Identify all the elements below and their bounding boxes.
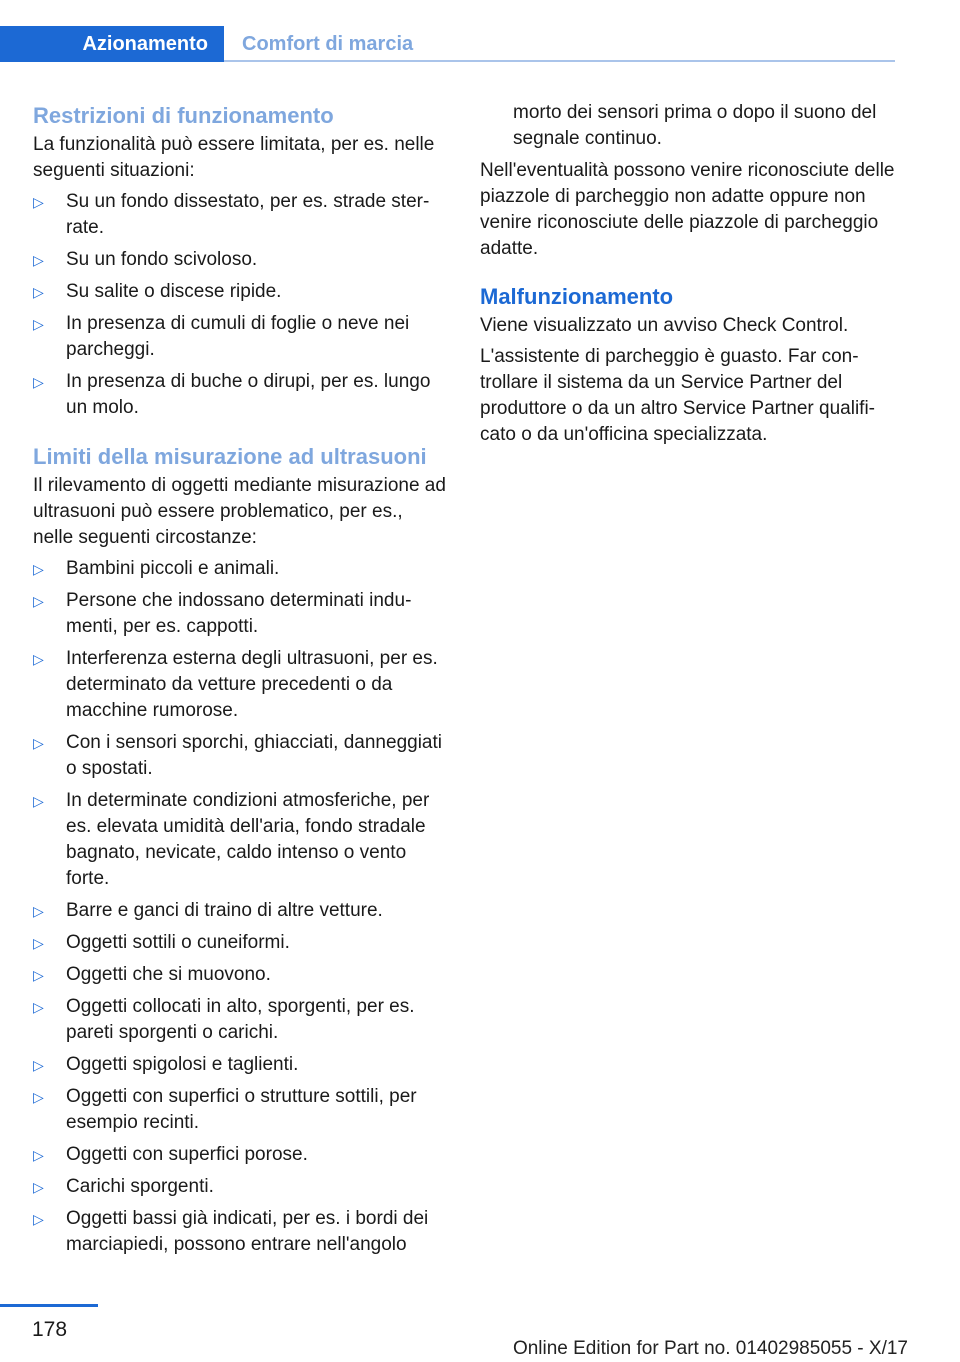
triangle-bullet-icon: ▷ xyxy=(33,194,44,210)
paragraph: Viene visualizzato un avviso Check Control. xyxy=(480,315,849,336)
list-item xyxy=(33,646,448,724)
list-item xyxy=(33,962,448,988)
list-item xyxy=(33,369,448,421)
section-title-limiti: Limiti della misurazione ad ultrasuoni xyxy=(33,444,427,469)
triangle-bullet-icon: ▷ xyxy=(33,1147,44,1163)
right-column xyxy=(480,100,895,453)
list-item-text: In presenza di cumuli di foglie o neve nei parcheggi. xyxy=(66,313,410,360)
list-item-text: Interferenza esterna degli ultrasuoni, per es. determinato da vetture precedenti o da macchine rumorose. xyxy=(66,648,438,721)
list-item-continuation: morto dei sensori prima o dopo il suono del segnale continuo. xyxy=(513,102,877,149)
header-rule xyxy=(224,60,895,62)
page-number: 178 xyxy=(32,1318,68,1341)
section-title-restrizioni: Restrizioni di funzionamento xyxy=(33,103,334,128)
left-column xyxy=(33,100,448,1264)
list-item xyxy=(33,788,448,892)
limiti-list xyxy=(33,556,448,1258)
list-item xyxy=(33,311,448,363)
tab-azionamento[interactable]: Azionamento xyxy=(0,26,224,62)
paragraph: L'assistente di parcheggio è guasto. Far controllare il sistema da un Service Partner del produttore o da un altro Service Partner qualificato o da un'officina specializzata. xyxy=(480,346,875,445)
list-item-text: Oggetti con superfici porose. xyxy=(66,1144,308,1165)
list-item-text: Con i sensori sporchi, ghiacciati, danneggiati o spostati. xyxy=(66,732,442,779)
section-intro: La funzionalità può essere limitata, per es. nelle seguenti situazioni: xyxy=(33,134,435,181)
list-item xyxy=(33,1142,448,1168)
triangle-bullet-icon: ▷ xyxy=(33,1179,44,1195)
triangle-bullet-icon: ▷ xyxy=(33,967,44,983)
triangle-bullet-icon: ▷ xyxy=(33,561,44,577)
paragraph: Nell'eventualità possono venire riconosciute delle piazzole di parcheggio non adatte oppure non venire riconosciute delle piazzole di parcheggio adatte. xyxy=(480,160,895,259)
list-item-text: Oggetti bassi già indicati, per es. i bordi dei marciapiedi, possono entrare nell'angolo xyxy=(66,1208,429,1255)
triangle-bullet-icon: ▷ xyxy=(33,1089,44,1105)
list-item-text: Oggetti con superfici o strutture sottili, per esempio recinti. xyxy=(66,1086,417,1133)
triangle-bullet-icon: ▷ xyxy=(33,999,44,1015)
list-item xyxy=(33,556,448,582)
list-item xyxy=(33,1084,448,1136)
edition-note: Online Edition for Part no. 01402985055 - X/17 xyxy=(512,1338,908,1359)
triangle-bullet-icon: ▷ xyxy=(33,651,44,667)
list-item xyxy=(33,247,448,273)
list-item xyxy=(33,588,448,640)
list-item xyxy=(33,1052,448,1078)
list-item-text: Su un fondo dissestato, per es. strade sterrate. xyxy=(66,191,430,238)
list-item-text: Persone che indossano determinati indumenti, per es. cappotti. xyxy=(66,590,412,637)
list-item xyxy=(33,1174,448,1200)
list-item-text: Oggetti collocati in alto, sporgenti, per es. pareti sporgenti o carichi. xyxy=(66,996,415,1043)
list-item-text: Su un fondo scivoloso. xyxy=(66,249,258,270)
triangle-bullet-icon: ▷ xyxy=(33,374,44,390)
restrizioni-list xyxy=(33,189,448,421)
list-item-text: Oggetti sottili o cuneiformi. xyxy=(66,932,290,953)
header-bar xyxy=(0,0,960,64)
triangle-bullet-icon: ▷ xyxy=(33,284,44,300)
list-item xyxy=(33,1206,448,1258)
triangle-bullet-icon: ▷ xyxy=(33,935,44,951)
triangle-bullet-icon: ▷ xyxy=(33,316,44,332)
list-item-text: In determinate condizioni atmosferiche, per es. elevata umidità dell'aria, fondo stradale bagnato, nevicate, caldo intenso o vento forte. xyxy=(66,790,430,889)
triangle-bullet-icon: ▷ xyxy=(33,793,44,809)
list-item xyxy=(33,930,448,956)
list-item-text: Barre e ganci di traino di altre vetture. xyxy=(66,900,383,921)
list-item-text: Carichi sporgenti. xyxy=(66,1176,214,1197)
triangle-bullet-icon: ▷ xyxy=(33,1057,44,1073)
triangle-bullet-icon: ▷ xyxy=(33,903,44,919)
list-item xyxy=(33,898,448,924)
list-item xyxy=(33,730,448,782)
section-intro: Il rilevamento di oggetti mediante misurazione ad ultrasuoni può essere problematico, per es., nelle seguenti circostanze: xyxy=(33,475,446,548)
triangle-bullet-icon: ▷ xyxy=(33,252,44,268)
tab-comfort-di-marcia[interactable]: Comfort di marcia xyxy=(242,32,414,55)
triangle-bullet-icon: ▷ xyxy=(33,593,44,609)
list-item-text: Oggetti che si muovono. xyxy=(66,964,271,985)
triangle-bullet-icon: ▷ xyxy=(33,735,44,751)
list-item xyxy=(33,279,448,305)
list-item-text: Oggetti spigolosi e taglienti. xyxy=(66,1054,299,1075)
list-item-text: In presenza di buche o dirupi, per es. lungo un molo. xyxy=(66,371,431,418)
list-item xyxy=(33,994,448,1046)
list-item xyxy=(33,189,448,241)
footer-rule xyxy=(0,1304,98,1307)
list-item-text: Su salite o discese ripide. xyxy=(66,281,282,302)
triangle-bullet-icon: ▷ xyxy=(33,1211,44,1227)
list-item-text: Bambini piccoli e animali. xyxy=(66,558,280,579)
section-title-malfunzionamento: Malfunzionamento xyxy=(480,284,674,309)
